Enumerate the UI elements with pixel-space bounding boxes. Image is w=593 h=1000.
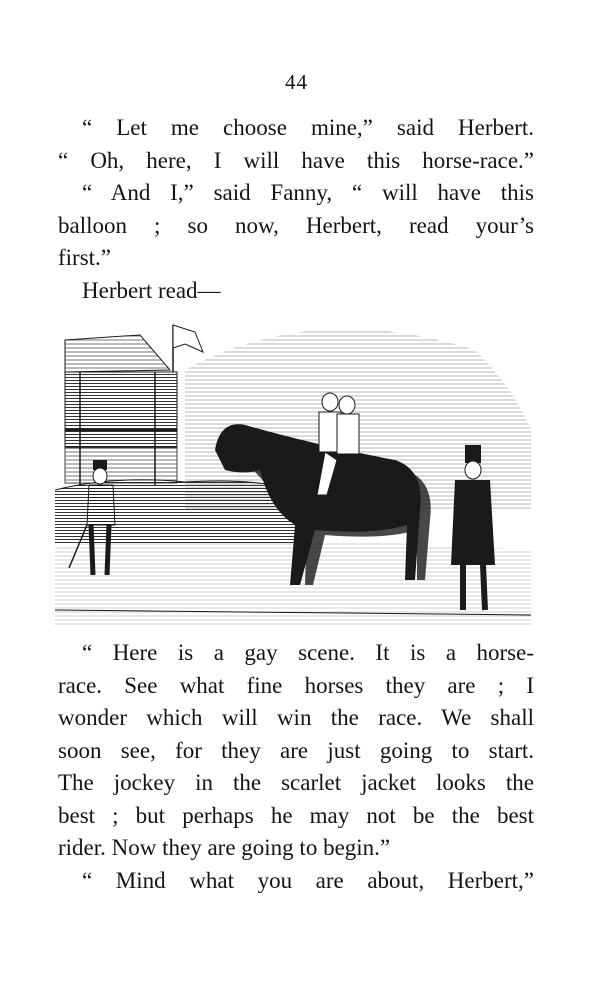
text-line: wonder which will win the race. We shall <box>58 705 534 730</box>
text-block-top <box>58 112 534 307</box>
horse-race-illustration <box>55 310 531 625</box>
text-line: soon see, for they are just going to start. <box>58 737 534 763</box>
page-number: 44 <box>285 70 308 94</box>
text-block-bottom <box>58 637 534 897</box>
text-line: rider. Now they are going to begin.” <box>58 835 391 860</box>
text-line: balloon ; so now, Herbert, read your’s <box>58 212 534 238</box>
text-line: The jockey in the scarlet jacket looks the <box>58 770 534 795</box>
engraving-horse-race-icon <box>55 310 531 625</box>
text-line: race. See what fine horses they are ; I <box>58 672 534 698</box>
text-line: “ And I,” said Fanny, “ will have this <box>82 180 534 205</box>
text-line: “ Mind what you are about, Herbert,” <box>82 867 534 893</box>
text-line: “ Oh, here, I will have this horse-race.” <box>58 147 534 173</box>
text-line: first.” <box>58 245 112 270</box>
text-line: “ Here is a gay scene. It is a horse- <box>82 640 534 665</box>
grandstand <box>65 335 177 485</box>
text-line: best ; but perhaps he may not be the best <box>58 802 534 828</box>
text-line: “ Let me choose mine,” said Herbert. <box>82 115 534 140</box>
text-line: Herbert read— <box>82 277 221 303</box>
